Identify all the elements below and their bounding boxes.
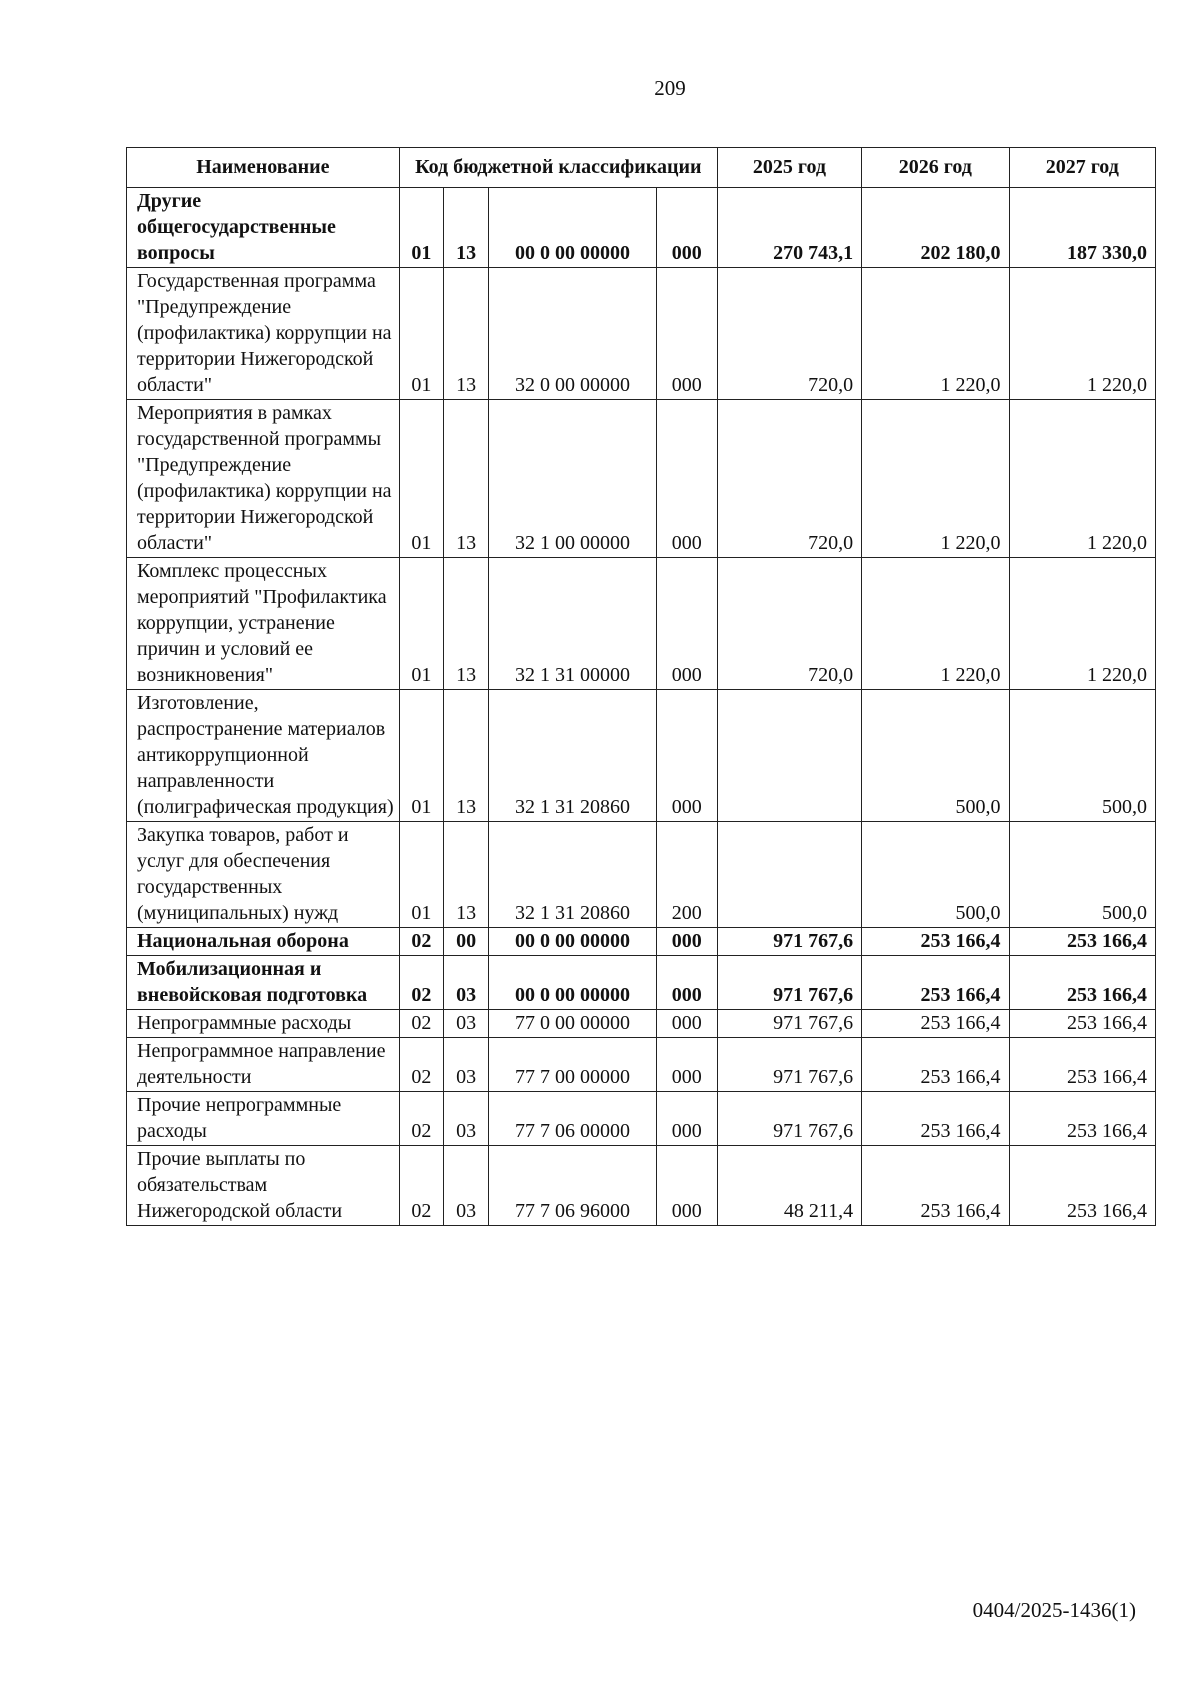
table-row <box>127 268 1156 400</box>
table-row <box>127 956 1156 1010</box>
cell-2026: 1 220,0 <box>862 558 1009 690</box>
cell-expense-type: 000 <box>656 400 717 558</box>
header-2025: 2025 год <box>717 148 861 188</box>
cell-subsection: 13 <box>443 268 488 400</box>
cell-2026: 253 166,4 <box>862 1146 1009 1226</box>
cell-expense-type: 000 <box>656 1146 717 1226</box>
cell-section: 01 <box>399 822 443 928</box>
header-2026: 2026 год <box>862 148 1009 188</box>
cell-2026: 253 166,4 <box>862 956 1009 1010</box>
cell-2026: 253 166,4 <box>862 1010 1009 1038</box>
cell-expense-type: 000 <box>656 188 717 268</box>
cell-section: 02 <box>399 928 443 956</box>
cell-name: Другие общегосударственные вопросы <box>127 188 400 268</box>
cell-2027: 500,0 <box>1009 690 1155 822</box>
cell-2027: 1 220,0 <box>1009 558 1155 690</box>
cell-expense-type: 000 <box>656 928 717 956</box>
cell-name: Непрограммное направление деятельности <box>127 1038 400 1092</box>
cell-target-article: 32 1 31 20860 <box>489 690 656 822</box>
cell-section: 01 <box>399 400 443 558</box>
cell-2027: 500,0 <box>1009 822 1155 928</box>
cell-subsection: 03 <box>443 1092 488 1146</box>
table-row <box>127 690 1156 822</box>
cell-subsection: 13 <box>443 558 488 690</box>
table-row <box>127 1092 1156 1146</box>
cell-2026: 253 166,4 <box>862 1038 1009 1092</box>
cell-section: 02 <box>399 1038 443 1092</box>
cell-name: Мобилизационная и вневойсковая подготовка <box>127 956 400 1010</box>
cell-2026: 202 180,0 <box>862 188 1009 268</box>
header-name: Наименование <box>127 148 400 188</box>
cell-2026: 1 220,0 <box>862 400 1009 558</box>
cell-name: Комплекс процессных мероприятий "Профилактика коррупции, устранение причин и условий ее возникновения" <box>127 558 400 690</box>
cell-expense-type: 000 <box>656 558 717 690</box>
table-body <box>127 188 1156 1226</box>
cell-2025: 48 211,4 <box>717 1146 861 1226</box>
table-row <box>127 1038 1156 1092</box>
table-row <box>127 822 1156 928</box>
cell-2025 <box>717 690 861 822</box>
cell-subsection: 03 <box>443 1038 488 1092</box>
cell-subsection: 13 <box>443 690 488 822</box>
cell-2026: 1 220,0 <box>862 268 1009 400</box>
cell-name: Национальная оборона <box>127 928 400 956</box>
cell-target-article: 77 7 06 96000 <box>489 1146 656 1226</box>
cell-2025: 971 767,6 <box>717 928 861 956</box>
cell-target-article: 00 0 00 00000 <box>489 928 656 956</box>
cell-subsection: 13 <box>443 188 488 268</box>
cell-section: 01 <box>399 558 443 690</box>
cell-target-article: 32 1 31 00000 <box>489 558 656 690</box>
cell-name: Мероприятия в рамках государственной программы "Предупреждение (профилактика) коррупции на территории Нижегородской области" <box>127 400 400 558</box>
budget-table <box>126 147 1156 1226</box>
cell-2025: 270 743,1 <box>717 188 861 268</box>
cell-expense-type: 000 <box>656 1092 717 1146</box>
page-number: 209 <box>654 76 686 100</box>
cell-target-article: 77 7 06 00000 <box>489 1092 656 1146</box>
cell-expense-type: 200 <box>656 822 717 928</box>
cell-target-article: 00 0 00 00000 <box>489 188 656 268</box>
table-row <box>127 928 1156 956</box>
cell-2027: 187 330,0 <box>1009 188 1155 268</box>
header-code: Код бюджетной классификации <box>399 148 717 188</box>
cell-name: Изготовление, распространение материалов антикоррупционной направленности (полиграфическая продукция) <box>127 690 400 822</box>
cell-2026: 500,0 <box>862 822 1009 928</box>
header-2027: 2027 год <box>1009 148 1155 188</box>
cell-section: 01 <box>399 188 443 268</box>
cell-expense-type: 000 <box>656 956 717 1010</box>
cell-target-article: 77 0 00 00000 <box>489 1010 656 1038</box>
table-row <box>127 1010 1156 1038</box>
cell-section: 01 <box>399 690 443 822</box>
cell-2027: 253 166,4 <box>1009 1010 1155 1038</box>
cell-target-article: 32 1 00 00000 <box>489 400 656 558</box>
cell-name: Непрограммные расходы <box>127 1010 400 1038</box>
cell-name: Прочие непрограммные расходы <box>127 1092 400 1146</box>
cell-name: Прочие выплаты по обязательствам Нижегородской области <box>127 1146 400 1226</box>
cell-target-article: 77 7 00 00000 <box>489 1038 656 1092</box>
cell-2027: 253 166,4 <box>1009 1038 1155 1092</box>
cell-name: Закупка товаров, работ и услуг для обеспечения государственных (муниципальных) нужд <box>127 822 400 928</box>
cell-expense-type: 000 <box>656 1038 717 1092</box>
cell-2027: 1 220,0 <box>1009 400 1155 558</box>
cell-subsection: 00 <box>443 928 488 956</box>
cell-2025 <box>717 822 861 928</box>
cell-subsection: 03 <box>443 1146 488 1226</box>
cell-expense-type: 000 <box>656 690 717 822</box>
cell-2025: 971 767,6 <box>717 1092 861 1146</box>
table-row <box>127 558 1156 690</box>
cell-2027: 1 220,0 <box>1009 268 1155 400</box>
cell-section: 02 <box>399 956 443 1010</box>
cell-section: 02 <box>399 1010 443 1038</box>
cell-section: 02 <box>399 1092 443 1146</box>
cell-subsection: 03 <box>443 956 488 1010</box>
cell-2026: 253 166,4 <box>862 1092 1009 1146</box>
cell-2027: 253 166,4 <box>1009 1092 1155 1146</box>
cell-2025: 971 767,6 <box>717 956 861 1010</box>
cell-2026: 500,0 <box>862 690 1009 822</box>
cell-subsection: 13 <box>443 400 488 558</box>
cell-2025: 971 767,6 <box>717 1038 861 1092</box>
table-row <box>127 1146 1156 1226</box>
cell-2027: 253 166,4 <box>1009 928 1155 956</box>
table-header-row <box>127 148 1156 188</box>
cell-section: 01 <box>399 268 443 400</box>
cell-section: 02 <box>399 1146 443 1226</box>
table-row <box>127 188 1156 268</box>
cell-2027: 253 166,4 <box>1009 956 1155 1010</box>
cell-target-article: 32 0 00 00000 <box>489 268 656 400</box>
document-number: 0404/2025-1436(1) <box>972 1598 1136 1622</box>
cell-2025: 720,0 <box>717 558 861 690</box>
cell-name: Государственная программа "Предупреждение (профилактика) коррупции на территории Нижегородской области" <box>127 268 400 400</box>
cell-subsection: 03 <box>443 1010 488 1038</box>
cell-2026: 253 166,4 <box>862 928 1009 956</box>
cell-2025: 971 767,6 <box>717 1010 861 1038</box>
cell-2027: 253 166,4 <box>1009 1146 1155 1226</box>
cell-target-article: 32 1 31 20860 <box>489 822 656 928</box>
table-row <box>127 400 1156 558</box>
cell-expense-type: 000 <box>656 1010 717 1038</box>
cell-subsection: 13 <box>443 822 488 928</box>
cell-2025: 720,0 <box>717 268 861 400</box>
cell-target-article: 00 0 00 00000 <box>489 956 656 1010</box>
cell-expense-type: 000 <box>656 268 717 400</box>
cell-2025: 720,0 <box>717 400 861 558</box>
